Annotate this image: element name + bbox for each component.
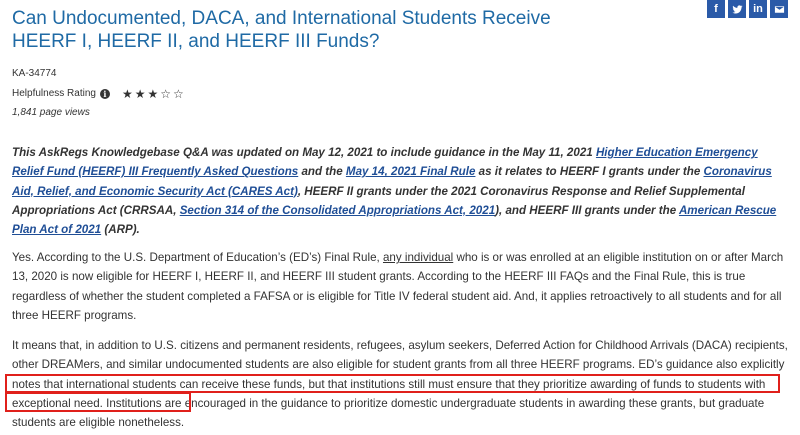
cares-act-link[interactable]: Coronavirus Aid, Relief, and Economic Security Act (CARES Act) bbox=[12, 165, 772, 198]
highlight-box bbox=[5, 392, 191, 412]
page-views: 1,841 page views bbox=[12, 107, 90, 118]
update-text: ), and HEERF III grants under the bbox=[495, 203, 679, 217]
rating-label: Helpfulness Rating bbox=[12, 88, 96, 99]
any-individual-emphasis: any individual bbox=[382, 251, 454, 264]
update-text: , HEERF II grants under the 2021 Coronavirus Response and Relief Supplemental Appropriations Act (CRRSAA, bbox=[12, 184, 745, 217]
arp-link[interactable]: American Rescue Plan Act of 2021 bbox=[12, 203, 777, 237]
page-title: Can Undocumented, DACA, and International Students Receive HEERF I, HEERF II, and HEERF III Funds? bbox=[12, 8, 551, 52]
update-text: and the bbox=[298, 165, 346, 179]
update-text: This AskRegs Knowledgebase Q&A was updated on May 12, 2021 to include guidance in the May 11, 2021 bbox=[12, 146, 596, 159]
helpfulness-rating bbox=[12, 87, 184, 101]
answer-paragraph bbox=[12, 248, 788, 325]
article-id: KA-34774 bbox=[12, 68, 57, 79]
linkedin-share-button[interactable] bbox=[749, 0, 767, 18]
twitter-share-button[interactable] bbox=[728, 0, 746, 18]
rating-stars bbox=[122, 87, 184, 101]
answer-text: Yes. According to the U.S. Department of Education’s (ED’s) Final Rule, bbox=[12, 251, 383, 264]
heerf-faq-link[interactable]: Higher Education Emergency Relief Fund (HEERF) III Frequently Asked Questions bbox=[12, 146, 758, 179]
email-share-button[interactable] bbox=[770, 0, 788, 18]
star-icon[interactable]: ★ bbox=[121, 87, 133, 101]
star-icon[interactable]: ★ bbox=[134, 87, 146, 101]
eligibility-paragraph: It means that, in addition to U.S. citizens and permanent residents, refugees, asylum seekers, Deferred Action for Childhood Arrivals (DACA) recipients, other DREAMers, and similar undocumented students are also eligible for student grants from all three HEERF programs. ED’s guidance also explicitly notes that international students can receive these funds, but that institutions still must ensure that they prioritize awarding of funds to students with exceptional need. Institutions are encouraged in the guidance to prioritize domestic undergraduate students in awarding these grants, but graduate students are eligible nonetheless. bbox=[12, 339, 788, 430]
twitter-icon bbox=[732, 4, 743, 15]
linkedin-icon: in bbox=[753, 2, 763, 15]
star-icon[interactable]: ☆ bbox=[173, 87, 184, 101]
final-rule-link[interactable]: May 14, 2021 Final Rule bbox=[345, 165, 476, 179]
envelope-icon bbox=[774, 4, 785, 15]
answer-text: who is or was enrolled at an eligible institution on or after March 13, 2020 is now eligible for HEERF I, HEERF II, and HEERF III student grants. According to the HEERF III FAQs and the Final Rule, this is true regardless of whether the student completed a FAFSA or is eligible for Title IV federal student aid. And, it applies retroactively to all students and for all three HEERF programs. bbox=[12, 251, 784, 322]
star-icon[interactable]: ★ bbox=[147, 87, 159, 101]
update-text: as it relates to HEERF I grants under the bbox=[475, 165, 704, 179]
facebook-share-button[interactable] bbox=[707, 0, 725, 18]
update-notice bbox=[12, 143, 788, 239]
info-icon[interactable]: i bbox=[100, 89, 110, 99]
section-314-link[interactable]: Section 314 of the Consolidated Appropriations Act, 2021 bbox=[179, 203, 496, 217]
highlight-box bbox=[5, 374, 780, 393]
update-text: (ARP). bbox=[101, 223, 140, 237]
facebook-icon: f bbox=[714, 2, 718, 15]
share-bar bbox=[707, 0, 788, 18]
star-icon[interactable]: ☆ bbox=[160, 87, 171, 101]
